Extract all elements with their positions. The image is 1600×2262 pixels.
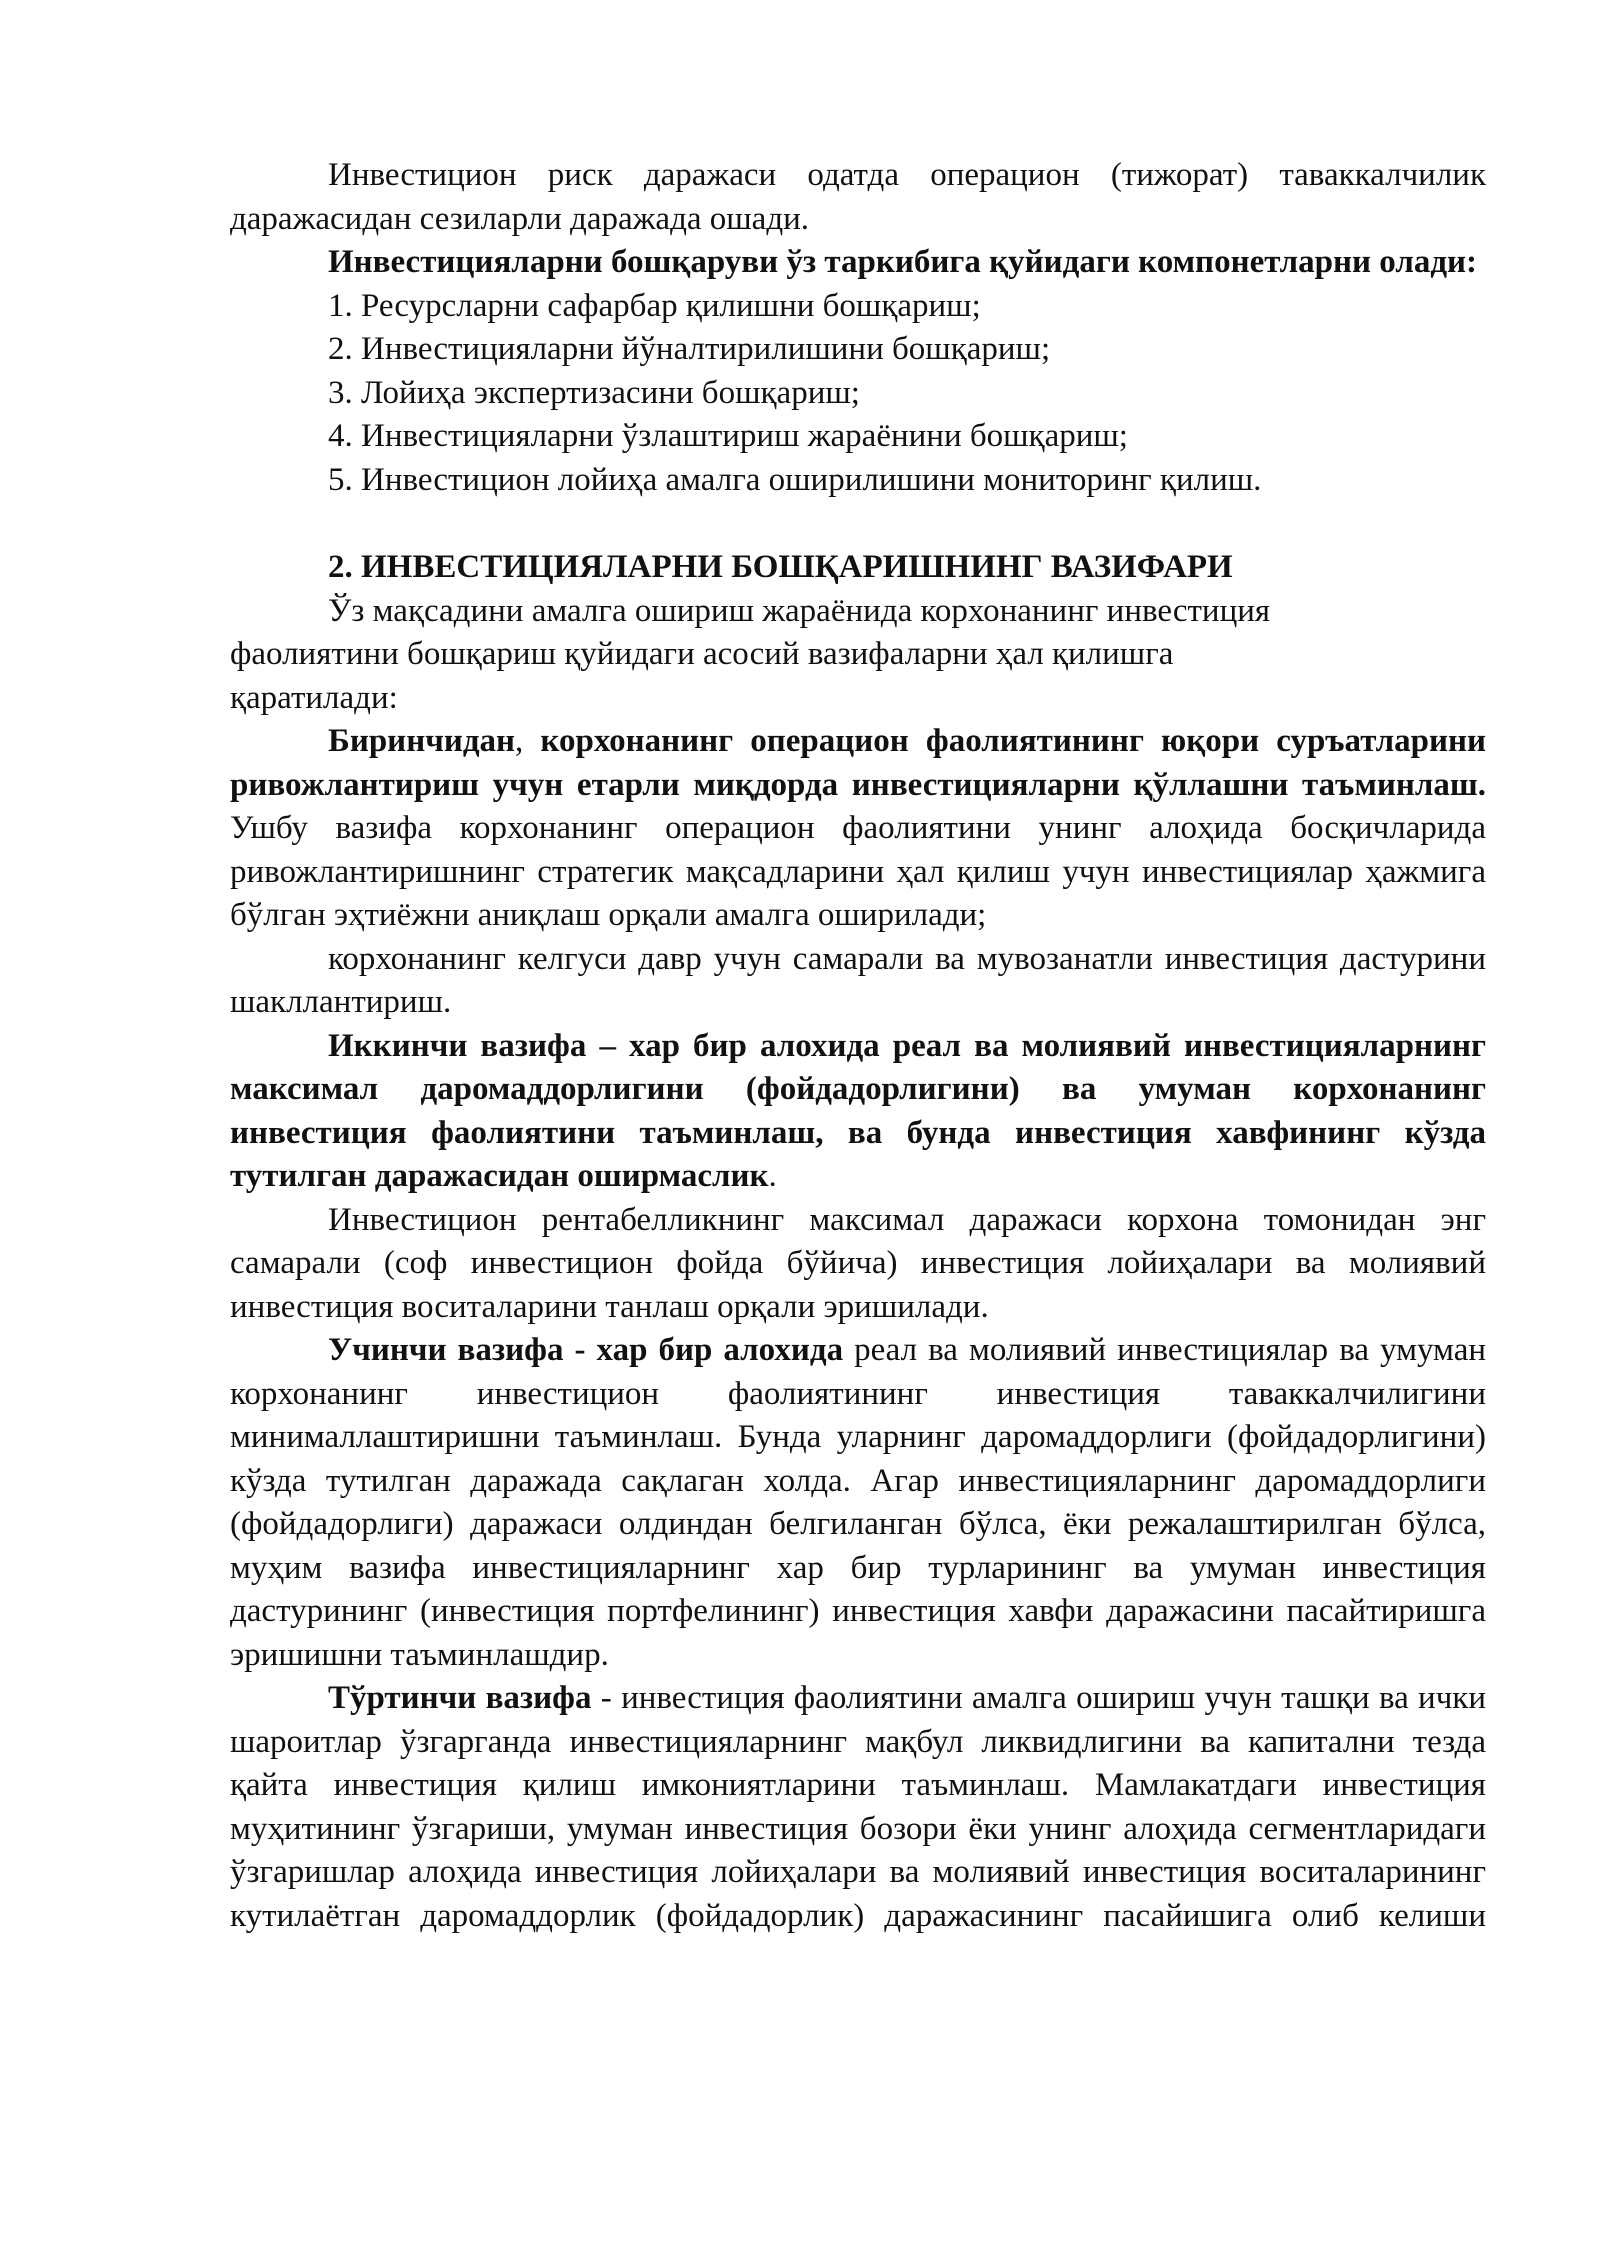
paragraph-fourth-task [230,1677,1486,1938]
intro-line-3: қаратилади: [230,679,398,716]
paragraph-intro-tasks [230,590,1486,721]
fourth-task-title: Тўртинчи вазифа [328,1680,592,1716]
paragraph-investment-risk: Инвестицион риск даражаси одатда операцион (тижорат) таваккалчилик даражасидан сезиларли даражада ошади. [230,157,1486,237]
first-task-title: корхонанинг операцион фаолиятининг юқори суръатларини ривожлантириш учун етарли миқдорда инвестицияларни қўллашни таъминлаш. [230,723,1486,803]
third-task-title: Учинчи вазифа - хар бир алохида [328,1332,844,1368]
document-body [230,154,1486,1938]
first-task-term: Биринчидан [328,723,516,759]
paragraph-first-task [230,720,1486,938]
paragraph-investment-program: корхонанинг келгуси давр учун самарали ва мувозанатли инвестиция дастурини шакллантириш. [230,940,1486,1020]
section-heading: 2. ИНВЕСТИЦИЯЛАРНИ БОШҚАРИШНИНГ ВАЗИФАРИ [328,549,1233,585]
list-item: 4. Инвестицияларни ўзлаштириш жараёнини бошқариш; [328,418,1128,454]
first-task-separator: , [515,723,541,759]
third-task-text: реал ва молиявий инвестициялар ва умуман корхонанинг инвестицион фаолиятининг инвестиция таваккалчилигини минималлаштиришни таъминлаш. Бунда уларнинг даромаддорлиги (фойдадорлигини) кўзда тутилган даражада сақлаган холда. Агар инвестицияларнинг даромаддорлиги (фойдадорлиги) даражаси олдиндан белгиланган бўлса, ёки режалаштирилган бўлса, муҳим вазифа инвестицияларнинг хар бир турларининг ва умуман инвестиция дастурининг (инвестиция портфелининг) инвестиция хавфи даражасини пасайтиришга эришишни таъминлашдир. [230,1332,1487,1673]
second-task-title: Иккинчи вазифа – хар бир алохида реал ва молиявий инвестицияларнинг максимал даромаддорлигини (фойдадорлигини) ва умуман корхонанинг инвестиция фаолиятини таъминлаш, ва бунда инвестиция хавфининг кўзда тутилган даражасидан оширмаслик [230,1027,1486,1194]
intro-line-1: Ўз мақсадини амалга ошириш жараёнида корхонанинг инвестиция [328,592,1271,629]
list-item: 3. Лойиҳа экспертизасини бошқариш; [328,374,860,411]
paragraph-management-components: Инвестицияларни бошқаруви ўз таркибига қуйидаги компонетларни олади: [328,244,1478,280]
first-task-text: Ушбу вазифа корхонанинг операцион фаолиятини унинг алоҳида босқичларида ривожлантиришнинг стратегик мақсадларини ҳал қилиш учун инвестициялар ҳажмига бўлган эҳтиёжни аниқлаш орқали амалга оширилади; [230,810,1486,933]
components-list [230,285,1486,503]
list-item: 5. Инвестицион лойиҳа амалга оширилишини мониторинг қилиш. [328,461,1262,498]
intro-line-2: фаолиятини бошқариш қуйидаги асосий вазифаларни ҳал қилишга [230,636,1174,672]
paragraph-third-task [230,1329,1486,1677]
list-item: 2. Инвестицияларни йўналтирилишини бошқариш; [328,331,1051,367]
paragraph-profitability: Инвестицион рентабелликнинг максимал даражаси корхона томонидан энг самарали (соф инвестицион фойда бўйича) инвестиция лойиҳалари ва молиявий инвестиция воситаларини танлаш орқали эришилади. [230,1201,1486,1325]
paragraph-second-task [230,1025,1486,1199]
second-task-end: . [768,1158,777,1194]
list-item: 1. Ресурсларни сафарбар қилишни бошқариш; [328,287,981,324]
fourth-task-text: - инвестиция фаолиятини амалга ошириш учун ташқи ва ички шароитлар ўзгарганда инвестицияларнинг мақбул ликвидлигини ва капитални тезда қайта инвестиция қилиш имкониятларини таъминлаш. Мамлакатдаги инвестиция муҳитининг ўзгариши, умуман инвестиция бозори ёки унинг алоҳида сегментларидаги ўзгаришлар алоҳида инвестиция лойиҳалари ва молиявий инвестиция воситаларининг кутилаётган даромаддорлик (фойдадорлик) даражасининг пасайишига олиб келиши [230,1680,1486,1934]
